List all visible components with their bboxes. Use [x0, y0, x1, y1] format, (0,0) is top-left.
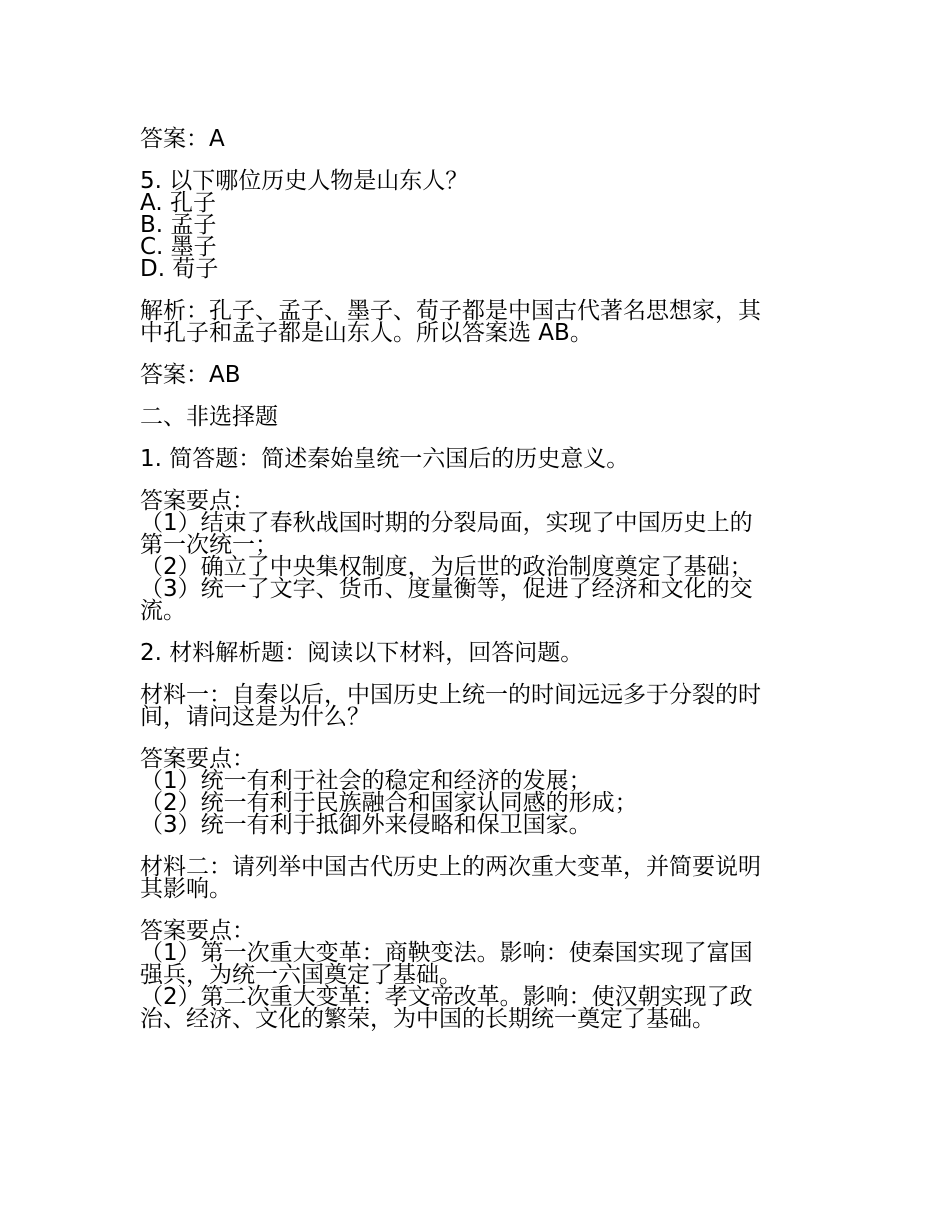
analysis-line: 中孔子和孟子都是山东人。所以答案选 AB。: [140, 320, 593, 346]
short-answer-points: [140, 490, 820, 622]
point-line: （1）统一有利于社会的稳定和经济的发展；: [140, 768, 592, 794]
option-a: A. 孔子: [140, 190, 216, 216]
material-line: 材料二：请列举中国古代历史上的两次重大变革，并简要说明: [140, 854, 761, 880]
point-line: （3）统一有利于抵御外来侵略和保卫国家。: [140, 812, 592, 838]
point-line: （2）确立了中央集权制度，为后世的政治制度奠定了基础；: [140, 554, 753, 580]
question-5-analysis: [140, 300, 820, 344]
point-line: （1）第一次重大变革：商鞅变法。影响：使秦国实现了富国: [140, 940, 753, 966]
option-d: D. 荀子: [140, 256, 219, 282]
points-label: 答案要点：: [140, 746, 255, 772]
document-page: [140, 128, 820, 1050]
point-line: （1）结束了春秋战国时期的分裂局面，实现了中国历史上的: [140, 510, 753, 536]
analysis-line: 解析：孔子、孟子、墨子、荀子都是中国古代著名思想家，其: [140, 298, 761, 324]
points-label: 答案要点：: [140, 918, 255, 944]
material-question: [140, 642, 820, 664]
previous-answer: [140, 128, 820, 150]
option-b: B. 孟子: [140, 212, 217, 238]
material-two: [140, 856, 820, 900]
point-line: 流。: [140, 598, 186, 624]
option-c: C. 墨子: [140, 234, 217, 260]
question-5-answer: [140, 364, 820, 386]
point-line: 第一次统一；: [140, 532, 278, 558]
material-line: 其影响。: [140, 876, 232, 902]
material-one: [140, 684, 820, 728]
point-line: （2）第二次重大变革：孝文帝改革。影响：使汉朝实现了政: [140, 984, 753, 1010]
answer-line: 答案：A: [140, 126, 225, 152]
point-line: 治、经济、文化的繁荣，为中国的长期统一奠定了基础。: [140, 1006, 715, 1032]
point-line: （2）统一有利于民族融合和国家认同感的形成；: [140, 790, 638, 816]
section-title: [140, 406, 820, 428]
material-line: 材料一：自秦以后，中国历史上统一的时间远远多于分裂的时: [140, 682, 761, 708]
short-answer-question: [140, 448, 820, 470]
points-label: 答案要点：: [140, 488, 255, 514]
question-5: [140, 170, 820, 280]
answer-line: 答案：AB: [140, 362, 241, 388]
question-title: 2. 材料解析题：阅读以下材料，回答问题。: [140, 640, 584, 666]
point-line: 强兵，为统一六国奠定了基础。: [140, 962, 462, 988]
material-line: 间，请问这是为什么？: [140, 704, 370, 730]
section-heading: 二、非选择题: [140, 404, 278, 430]
material-two-points: [140, 920, 820, 1030]
material-one-points: [140, 748, 820, 836]
point-line: （3）统一了文字、货币、度量衡等，促进了经济和文化的交: [140, 576, 753, 602]
question-title: 1. 简答题：简述秦始皇统一六国后的历史意义。: [140, 446, 630, 472]
question-5-text: 5. 以下哪位历史人物是山东人？: [140, 168, 469, 194]
